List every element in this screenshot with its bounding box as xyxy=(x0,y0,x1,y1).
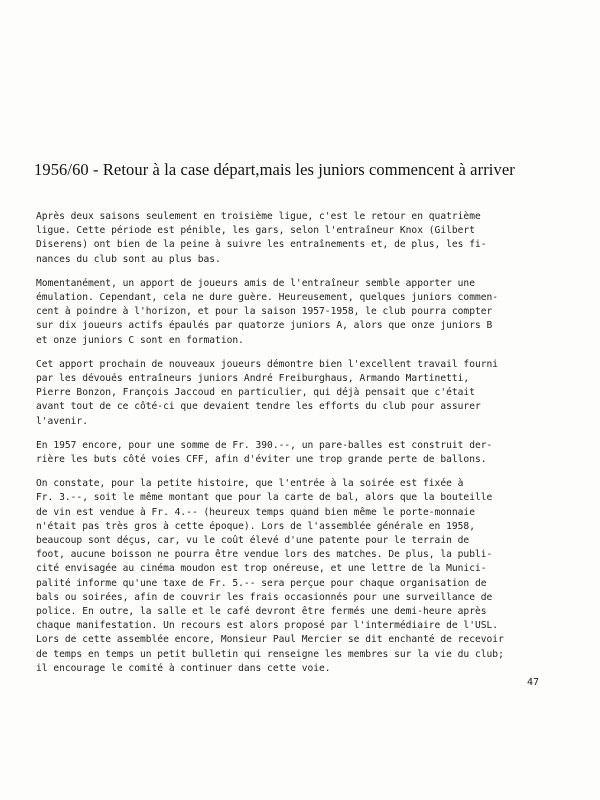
text-line: Après deux saisons seulement en troisième ligue, c'est le retour en quatrième xyxy=(36,211,481,222)
text-line: Diserens) ont bien de la peine à suivre les entraînements et, de plus, les fi- xyxy=(36,239,487,251)
paragraph xyxy=(36,477,556,676)
text-line: ligue. Cette période est pénible, les gars, selon l'entraîneur Knox (Gilbert xyxy=(36,225,475,237)
text-line: et onze juniors C sont en formation. xyxy=(36,334,244,346)
text-line: par les dévoués entraîneurs juniors André Freiburghaus, Armando Martinetti, xyxy=(36,373,470,385)
text-line: On constate, pour la petite histoire, que l'entrée à la soirée est fixée à xyxy=(36,478,464,490)
text-line: Cet apport prochain de nouveaux joueurs démontre bien l'excellent travail fourni xyxy=(36,358,499,370)
text-line: Pierre Bonzon, François Jaccoud en particulier, qui déjà pensait que c'était xyxy=(36,387,475,399)
section-heading: 1956/60 - Retour à la case départ,mais les juniors commencent à arriver xyxy=(34,160,515,179)
text-line: il encourage le comité à continuer dans cette voie. xyxy=(36,662,331,674)
text-line: beaucoup sont déçus, car, vu le coût élevé d'une patente pour le terrain de xyxy=(36,535,470,547)
text-line: cité envisagée au cinéma moudon est trop onéreuse, et une lettre de la Munici- xyxy=(36,563,487,575)
body-text xyxy=(36,210,556,686)
text-line: police. En outre, la salle et le café devront être fermés une demi-heure après xyxy=(36,606,487,618)
text-line: Fr. 3.--, soit le même montant que pour la carte de bal, alors que la bouteille xyxy=(36,492,493,504)
paragraph xyxy=(36,439,556,467)
page-number: 47 xyxy=(527,677,540,688)
text-line: de temps en temps un petit bulletin qui renseigne les membres sur la vie du club; xyxy=(36,648,504,660)
text-line: Momentanément, un apport de joueurs amis de l'entraîneur semble apporter une xyxy=(36,277,475,289)
text-line: palité informe qu'une taxe de Fr. 5.-- sera perçue pour chaque organisation de xyxy=(36,577,487,589)
text-line: foot, aucune boisson ne pourra être vendue lors des matches. De plus, la publi- xyxy=(36,549,493,561)
paragraph xyxy=(36,358,556,429)
text-line: chaque manifestation. Un recours est alors proposé par l'intermédiaire de l'USL. xyxy=(36,620,499,632)
paragraph xyxy=(36,277,556,348)
text-line: nances du club sont au plus bas. xyxy=(36,253,221,265)
text-line: émulation. Cependant, cela ne dure guère. Heureusement, quelques juniors commen- xyxy=(36,292,499,304)
text-line: En 1957 encore, pour une somme de Fr. 390.--, un pare-balles est construit der- xyxy=(36,439,493,451)
text-line: n'était pas très gros à cette époque). Lors de l'assemblée générale en 1958, xyxy=(36,520,475,532)
text-line: de vin est vendue à Fr. 4.-- (heureux temps quand bien même le porte-monnaie xyxy=(36,506,475,518)
text-line: avant tout de ce côté-ci que devaient tendre les efforts du club pour assurer xyxy=(36,401,481,413)
paragraph xyxy=(36,210,556,267)
text-line: l'avenir. xyxy=(36,415,88,427)
text-line: bals ou soirées, afin de couvrir les frais occasionnés pour une surveillance de xyxy=(36,591,493,603)
text-line: cent à poindre à l'horizon, et pour la saison 1957-1958, le club pourra compter xyxy=(36,306,493,318)
text-line: rière les buts côté voies CFF, afin d'éviter une trop grande perte de ballons. xyxy=(36,454,487,466)
text-line: sur dix joueurs actifs épaulés par quatorze juniors A, alors que onze juniors B xyxy=(36,320,493,332)
text-line: Lors de cette assemblée encore, Monsieur Paul Mercier se dit enchanté de recevoir xyxy=(36,634,504,646)
